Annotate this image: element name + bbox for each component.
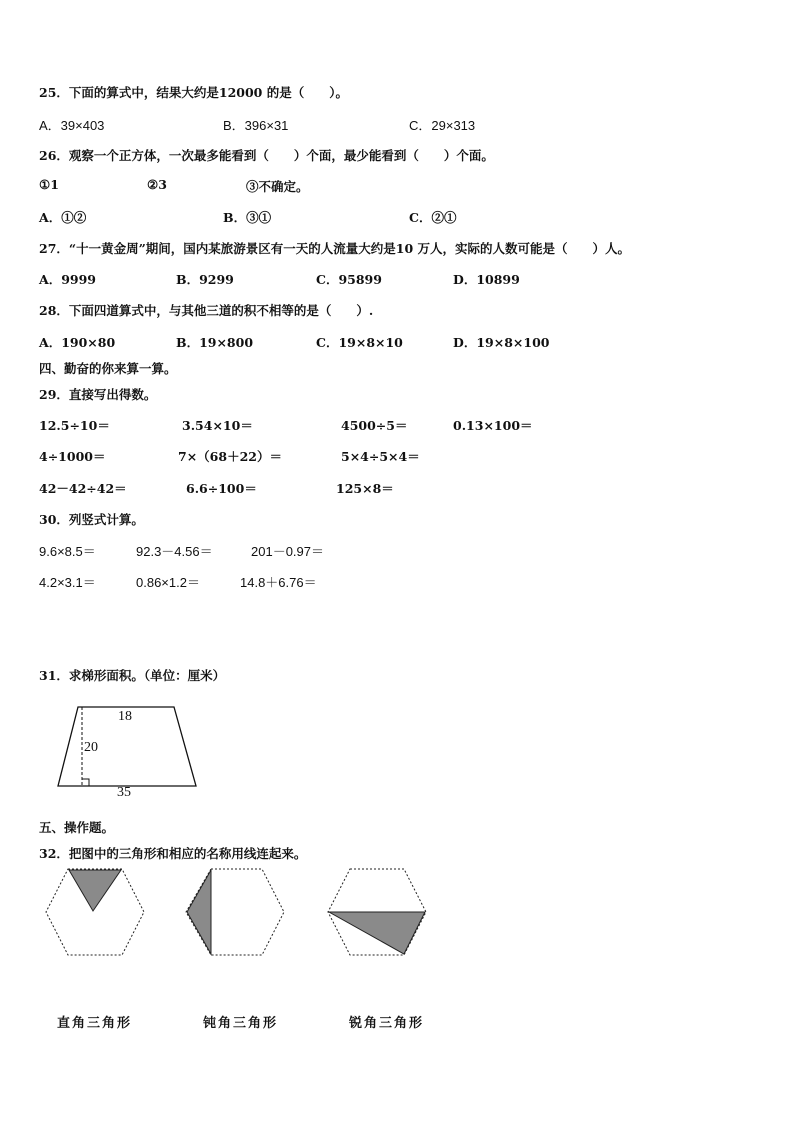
q30-item: 201－0.97＝ [251, 544, 324, 559]
trapezoid-bottom-label: 35 [117, 785, 131, 800]
q27-option-d: D．10899 [453, 272, 520, 287]
trapezoid-height-label: 20 [84, 740, 98, 755]
q30-item: 14.8＋6.76＝ [240, 575, 317, 590]
shaded-triangle-1 [69, 870, 121, 911]
q30-item: 92.3－4.56＝ [136, 544, 213, 559]
q29-item: 42－42÷42＝ [39, 481, 127, 496]
q26-choice-1: ①1 [39, 177, 59, 192]
q31-stem: 31．求梯形面积。（单位：厘米） [39, 668, 226, 683]
q28-stem: 28．下面四道算式中，与其他三道的积不相等的是（ ）. [39, 303, 374, 318]
section-5-heading: 五、操作题。 [39, 820, 115, 835]
q28-option-a: A．190×80 [39, 335, 116, 350]
q32-stem: 32．把图中的三角形和相应的名称用线连起来。 [39, 846, 307, 861]
q29-item: 6.6÷100＝ [186, 481, 257, 496]
q26-stem: 26．观察一个正方体，一次最多能看到（ ）个面，最少能看到（ ）个面。 [39, 148, 494, 163]
q26-option-a: A．①② [39, 210, 87, 225]
q27-option-a: A．9999 [39, 272, 96, 287]
q29-item: 4500÷5＝ [341, 418, 408, 433]
hexagon-figure-2 [183, 866, 287, 958]
q27-stem: 27．“十一黄金周”期间，国内某旅游景区有一天的人流量大约是10 万人，实际的人数可能是（ ）人。 [39, 241, 631, 256]
q30-item: 4.2×3.1＝ [39, 575, 96, 590]
q30-stem: 30．列竖式计算。 [39, 512, 144, 527]
q29-item: 7×（68＋22）＝ [178, 449, 282, 464]
section-4-heading: 四、勤奋的你来算一算。 [39, 361, 177, 376]
q29-stem: 29．直接写出得数。 [39, 387, 157, 402]
q29-item: 4÷1000＝ [39, 449, 106, 464]
q25-option-a: A．39×403 [39, 118, 105, 133]
q27-option-b: B．9299 [176, 272, 234, 287]
q28-option-b: B．19×800 [176, 335, 254, 350]
hexagon-figure-1 [43, 866, 147, 958]
q25-option-c: C．29×313 [409, 118, 476, 133]
hexagon-figure-3 [325, 866, 429, 958]
q26-option-b: B．③① [223, 210, 272, 225]
q29-item: 5×4÷5×4＝ [341, 449, 420, 464]
q29-item: 0.13×100＝ [453, 418, 533, 433]
trapezoid-top-label: 18 [118, 709, 132, 724]
shaded-triangle-3 [329, 912, 425, 954]
q27-option-c: C．95899 [316, 272, 382, 287]
label-acute-triangle: 锐角三角形 [349, 1016, 425, 1031]
q29-item: 3.54×10＝ [182, 418, 253, 433]
q28-option-c: C．19×8×10 [316, 335, 403, 350]
q30-item: 9.6×8.5＝ [39, 544, 96, 559]
q25-option-b: B．396×31 [223, 118, 289, 133]
q26-choice-2: ②3 [147, 177, 167, 192]
q26-option-c: C．②① [409, 210, 457, 225]
q28-option-d: D．19×8×100 [453, 335, 550, 350]
q29-item: 125×8＝ [336, 481, 394, 496]
label-right-triangle: 直角三角形 [57, 1016, 133, 1031]
shaded-triangle-2 [187, 870, 211, 954]
q29-item: 12.5÷10＝ [39, 418, 110, 433]
q30-item: 0.86×1.2＝ [136, 575, 200, 590]
right-angle-mark [82, 779, 89, 786]
q26-choice-3: ③不确定。 [246, 179, 309, 194]
q25-stem: 25．下面的算式中，结果大约是12000 的是（ ）。 [39, 85, 348, 100]
label-obtuse-triangle: 钝角三角形 [203, 1016, 279, 1031]
